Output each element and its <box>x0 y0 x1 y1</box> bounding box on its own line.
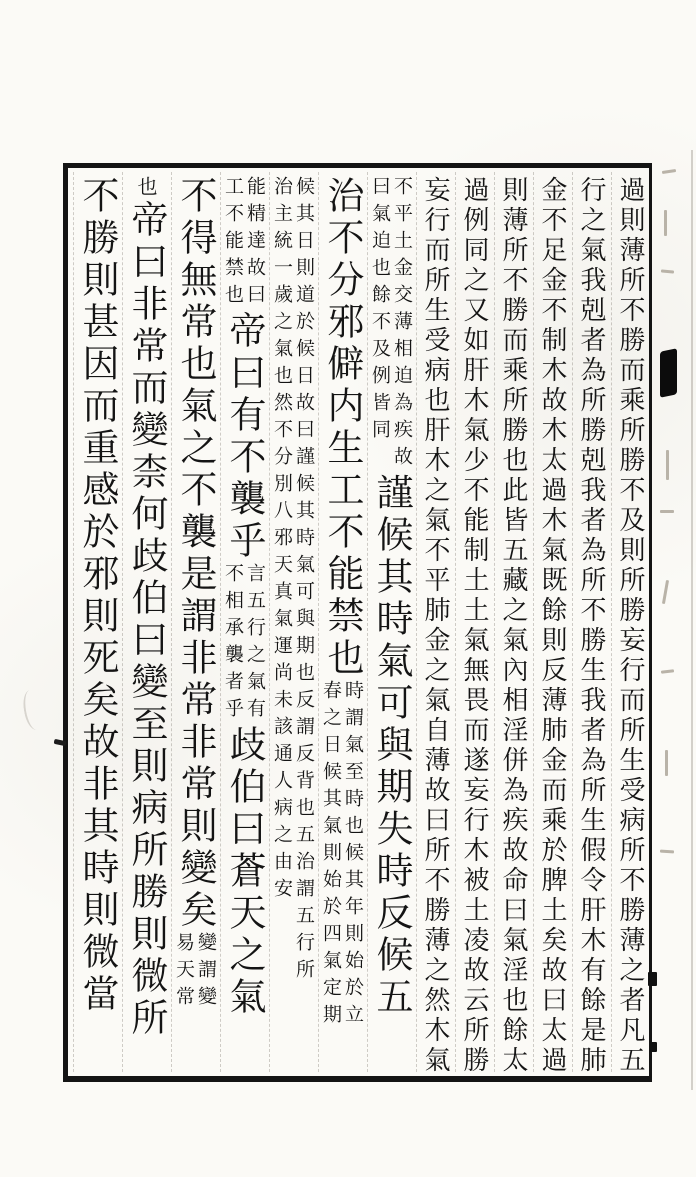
margin-smudge <box>21 689 46 732</box>
commentary-note <box>369 176 413 473</box>
margin-ink-speck <box>54 739 67 746</box>
classic-text: 帝曰有不襲乎 <box>223 311 266 563</box>
ink-smudge <box>660 348 677 398</box>
bleed-mark <box>662 580 669 604</box>
bleed-mark <box>666 450 669 480</box>
text-block-frame <box>63 163 652 1082</box>
bleed-mark <box>660 850 674 854</box>
bleed-mark <box>664 210 667 236</box>
note-line-right: 時謂氣至時也候其年則始於立 <box>342 680 364 1031</box>
commentary-text: 金不足金不制木故木太過木氣既餘則反薄肺金而乘於脾土矣故曰太過 <box>537 176 567 1076</box>
text-column-8 <box>318 172 364 1072</box>
fold-ink-tick <box>648 972 657 986</box>
classic-text: 帝曰非常而變柰何歧伯曰變至則病所勝則微所 <box>125 200 168 1040</box>
bleed-mark <box>660 510 674 513</box>
bleed-mark <box>665 750 668 776</box>
note-line-right: 變謂變 <box>195 932 217 1013</box>
text-column-7 <box>367 172 413 1072</box>
page-fold-strip <box>652 150 696 1090</box>
commentary-text: 過例同之又如肝木氣少不能制土土氣無畏而遂妄行木被土凌故云所勝 <box>459 176 489 1076</box>
commentary-text: 則薄所不勝而乘所勝也此皆五藏之氣內相淫併為疾故命曰氣淫也餘太 <box>498 176 528 1076</box>
note-line-left: 工不能禁也 <box>222 176 244 311</box>
classic-text: 不得無常也氣之不襲是謂非常非常則變矣 <box>174 176 217 932</box>
commentary-text: 過則薄所不勝而乘所勝不及則所勝妄行而所生受病所不勝薄之者凡五 <box>615 176 645 1076</box>
commentary-text: 行之氣我剋者為所勝剋我者為所不勝生我者為所生假令肝木有餘是肺 <box>576 176 606 1076</box>
classic-text: 歧伯曰蒼天之氣 <box>223 725 266 1019</box>
text-column-9 <box>269 172 315 1072</box>
note-line-left: 治主統一歲之氣也然不分別八邪天真氣運尚未該通人病之由安 <box>271 176 293 905</box>
classic-text: 謹候其時氣可與期失時反候五 <box>370 473 413 1019</box>
text-column-10 <box>220 172 266 1072</box>
text-column-12 <box>122 172 168 1072</box>
text-column-6 <box>416 172 452 1076</box>
note-line-left: 曰氣迫也餘不及例皆同 <box>369 176 391 446</box>
classic-text: 治不分邪僻内生工不能禁也 <box>321 176 364 680</box>
commentary-note <box>173 932 217 1013</box>
note-line-left: 易天常 <box>173 932 195 1013</box>
bleed-mark <box>662 169 676 174</box>
bleed-mark <box>661 669 674 673</box>
commentary-note <box>222 563 266 725</box>
text-column-2 <box>572 172 608 1076</box>
commentary-note <box>271 176 315 986</box>
note-line-right: 候其日則道於候日故曰謹候其時氣可與期也反謂反背也五治謂五行所 <box>293 176 315 986</box>
note-line-left: 不相承襲者乎 <box>222 563 244 725</box>
note-line-right: 能精達故曰 <box>244 176 266 311</box>
carryover-char: 也 <box>134 176 158 200</box>
text-column-1 <box>611 172 647 1076</box>
text-column-3 <box>533 172 569 1076</box>
note-line-right: 言五行之氣有 <box>244 563 266 725</box>
note-line-left: 春之日候其氣則始於四氣定期 <box>320 680 342 1031</box>
text-column-13 <box>73 172 119 1072</box>
commentary-note <box>222 176 266 311</box>
fold-ink-tick <box>650 1042 657 1052</box>
classic-text: 不勝則甚因而重感於邪則死矣故非其時則微當 <box>76 176 119 1016</box>
text-column-11 <box>171 172 217 1072</box>
commentary-text: 妄行而所生受病也肝木之氣不平肺金之氣自薄故曰所不勝薄之然木氣 <box>420 176 450 1076</box>
text-column-5 <box>455 172 491 1076</box>
text-column-4 <box>494 172 530 1076</box>
bleed-mark <box>661 269 674 273</box>
note-line-right: 不平土金交薄相迫為疾故 <box>391 176 413 473</box>
commentary-note <box>320 680 364 1031</box>
page-edge-line <box>691 150 693 1090</box>
